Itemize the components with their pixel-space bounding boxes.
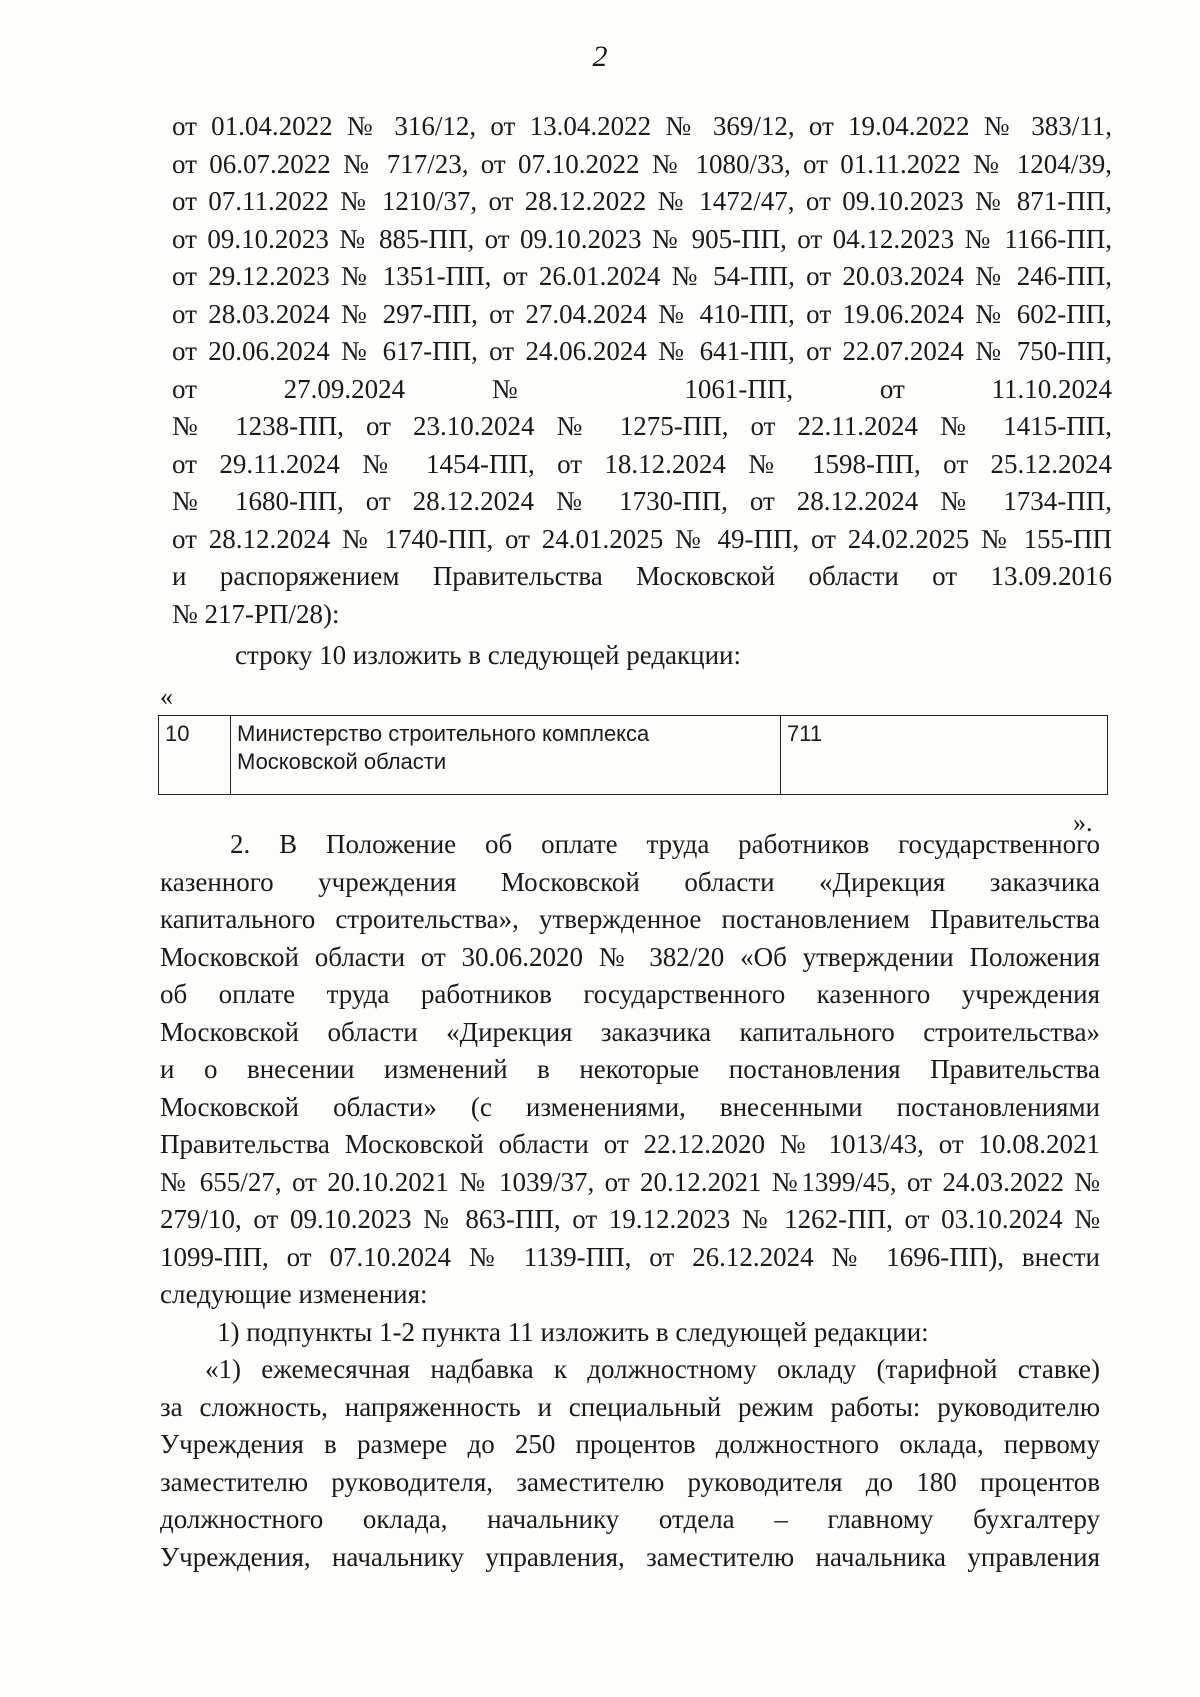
table-cell-name-line: Министерство строительного комплекса — [237, 721, 650, 746]
subpoint-1: 1) подпункты 1-2 пункта 11 изложить в следующей редакции: — [217, 1316, 929, 1347]
text-line: Московской области» (с изменениями, внесенными постановлениями — [160, 1091, 1100, 1122]
text-line: от 06.07.2022 № 717/23, от 07.10.2022 № 1080/33, от 01.11.2022 № 1204/39, — [172, 148, 1112, 179]
text-line: 2. В Положение об оплате труда работников государственного — [230, 829, 1100, 859]
text-line: казенного учреждения Московской области «Дирекция заказчика — [160, 866, 1100, 897]
instruction-line: строку 10 изложить в следующей редакции: — [235, 640, 742, 670]
intro-paragraph — [172, 108, 1112, 633]
table-cell-number: 10 — [159, 716, 231, 794]
page-number: 2 — [592, 40, 608, 73]
text-line: «1) ежемесячная надбавка к должностному окладу (тарифной ставке) — [205, 1354, 1100, 1384]
text-line: об оплате труда работников государственного казенного учреждения — [160, 979, 1100, 1009]
text-line: Московской области от 30.06.2020 № 382/20 «Об утверждении Положения — [160, 941, 1100, 972]
text-line: от 20.06.2024 № 617-ПП, от 24.06.2024 № 641-ПП, от 22.07.2024 № 750-ПП, — [172, 336, 1112, 366]
text-line: 279/10, от 09.10.2023 № 863-ПП, от 19.12.2023 № 1262-ПП, от 03.10.2024 № — [160, 1204, 1100, 1234]
text-line: № 1238-ПП, от 23.10.2024 № 1275-ПП, от 22.11.2024 № 1415-ПП, — [172, 411, 1112, 441]
text-line: и распоряжением Правительства Московской области от 13.09.2016 — [172, 561, 1112, 591]
text-line: и о внесении изменений в некоторые постановления Правительства — [160, 1054, 1100, 1084]
text-line: Московской области «Дирекция заказчика капитального строительства» — [160, 1016, 1100, 1047]
text-line: Учреждения, начальнику управления, заместителю начальника управления — [160, 1541, 1100, 1572]
text-line: должностного оклада, начальнику отдела – главному бухгалтеру — [160, 1504, 1100, 1534]
open-quote: « — [160, 682, 173, 711]
table-cell-code: 711 — [787, 721, 823, 746]
table-cell-name-line: Московской области — [237, 749, 447, 774]
text-line: от 27.09.2024 № 1061-ПП, от 11.10.2024 — [172, 373, 1112, 404]
text-line: № 217-РП/28): — [172, 598, 340, 629]
text-line: от 28.03.2024 № 297-ПП, от 27.04.2024 № 410-ПП, от 19.06.2024 № 602-ПП, — [172, 298, 1112, 329]
section-2-paragraph — [160, 826, 1100, 1576]
text-line: Правительства Московской области от 22.12.2020 № 1013/43, от 10.08.2021 — [160, 1129, 1100, 1159]
table-cell-name — [231, 716, 781, 794]
text-line: от 29.11.2024 № 1454-ПП, от 18.12.2024 № 1598-ПП, от 25.12.2024 — [172, 448, 1112, 479]
text-line: от 28.12.2024 № 1740-ПП, от 24.01.2025 № 49-ПП, от 24.02.2025 № 155-ПП — [172, 523, 1112, 554]
text-line: № 1680-ПП, от 28.12.2024 № 1730-ПП, от 28.12.2024 № 1734-ПП, — [172, 486, 1112, 516]
text-line: следующие изменения: — [160, 1279, 428, 1309]
close-quote: ». — [1073, 808, 1093, 837]
text-line: Учреждения в размере до 250 процентов должностного оклада, первому — [160, 1429, 1100, 1459]
text-line: от 01.04.2022 № 316/12, от 13.04.2022 № 369/12, от 19.04.2022 № 383/11, — [172, 111, 1112, 141]
text-line: заместителю руководителя, заместителю руководителя до 180 процентов — [160, 1466, 1100, 1497]
text-line: от 29.12.2023 № 1351-ПП, от 26.01.2024 № 54-ПП, от 20.03.2024 № 246-ПП, — [172, 261, 1112, 291]
text-line: капитального строительства», утвержденное постановлением Правительства — [160, 904, 1100, 934]
text-line: от 09.10.2023 № 885-ПП, от 09.10.2023 № 905-ПП, от 04.12.2023 № 1166-ПП, — [172, 223, 1112, 254]
amendment-table — [158, 715, 1108, 795]
text-line: 1099-ПП, от 07.10.2024 № 1139-ПП, от 26.12.2024 № 1696-ПП), внести — [160, 1241, 1100, 1272]
text-line: от 07.11.2022 № 1210/37, от 28.12.2022 № 1472/47, от 09.10.2023 № 871-ПП, — [172, 186, 1112, 216]
text-line: за сложность, напряженность и специальный режим работы: руководителю — [160, 1391, 1100, 1422]
text-line: № 655/27, от 20.10.2021 № 1039/37, от 20.12.2021 №1399/45, от 24.03.2022 № — [160, 1166, 1100, 1197]
